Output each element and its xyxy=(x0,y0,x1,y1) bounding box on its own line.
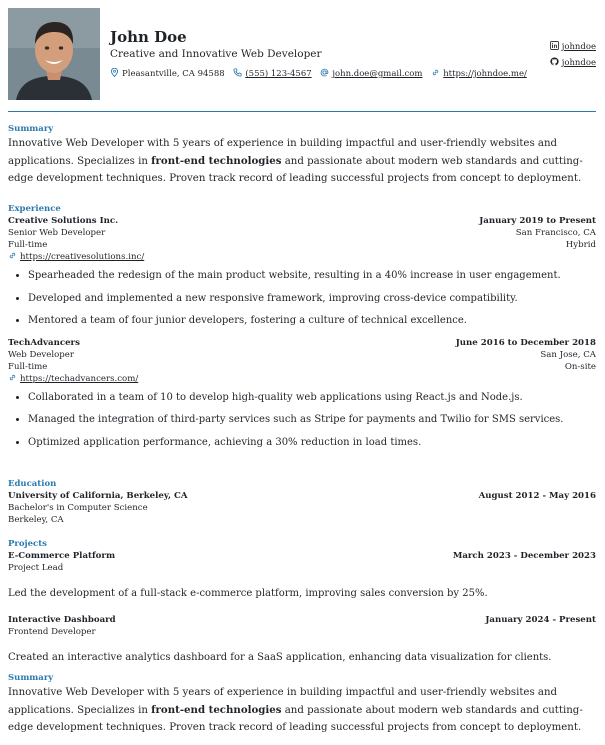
summary-text xyxy=(8,135,596,188)
github-row xyxy=(550,56,596,72)
project-entry xyxy=(8,550,596,600)
social-links xyxy=(550,40,596,72)
list-item: • Managed the integration of third-party services such as Stripe for payments and Twilio for SMS services. xyxy=(28,413,596,426)
contact-phone xyxy=(233,69,314,79)
linkedin-icon xyxy=(550,41,559,56)
job-type: Full-time xyxy=(8,240,48,250)
github-link[interactable]: johndoe xyxy=(561,58,596,68)
projects-section xyxy=(8,538,596,664)
job-role: Web Developer xyxy=(8,349,74,360)
candidate-name: John Doe xyxy=(110,28,187,46)
summary-section-repeat xyxy=(8,672,596,737)
job-location: San Jose, CA xyxy=(540,349,596,360)
job-mode: Hybrid xyxy=(565,240,596,250)
education-dates: August 2012 - May 2016 xyxy=(478,491,596,501)
contact-line xyxy=(110,68,533,81)
job-bullets xyxy=(8,391,596,449)
github-icon xyxy=(550,57,559,72)
link-icon xyxy=(8,251,17,265)
map-pin-icon xyxy=(110,68,119,81)
summary-text-part: and passionate about modern web standards and cutting-edge development techniques. Proven track record of leading successful projects from concept to deployment. xyxy=(8,704,583,733)
contact-location xyxy=(110,69,227,79)
project-entry xyxy=(8,614,596,664)
summary-section xyxy=(8,123,596,188)
linkedin-link[interactable]: johndoe xyxy=(561,42,596,52)
degree: Bachelor's in Computer Science xyxy=(8,503,148,513)
job-entry xyxy=(8,337,596,449)
job-location: San Francisco, CA xyxy=(515,228,596,238)
job-role: Senior Web Developer xyxy=(8,228,106,238)
profile-photo xyxy=(8,8,100,100)
education-location: Berkeley, CA xyxy=(8,515,64,525)
linkedin-row xyxy=(550,40,596,56)
list-item: • Spearheaded the redesign of the main product website, resulting in a 40% increase in user engagement. xyxy=(28,269,596,282)
job-dates: January 2019 to Present xyxy=(479,216,596,226)
section-heading: Projects xyxy=(8,539,47,549)
contact-website xyxy=(431,69,527,79)
header-divider xyxy=(8,111,596,112)
job-mode: On-site xyxy=(564,361,596,372)
link-icon xyxy=(8,373,17,387)
section-heading: Experience xyxy=(8,204,61,214)
phone-link[interactable]: (555) 123-4567 xyxy=(245,69,312,79)
job-url-row xyxy=(8,251,596,265)
location-text: Pleasantville, CA 94588 xyxy=(122,69,225,79)
project-dates: March 2023 - December 2023 xyxy=(452,551,596,561)
job-url[interactable]: https://techadvancers.com/ xyxy=(20,373,139,384)
job-bullets xyxy=(8,269,596,327)
candidate-title: Creative and Innovative Web Developer xyxy=(110,48,322,60)
email-link[interactable]: john.doe@gmail.com xyxy=(332,69,423,79)
project-name: E-Commerce Platform xyxy=(8,551,116,561)
job-url[interactable]: https://creativesolutions.inc/ xyxy=(20,252,145,262)
list-item: • Optimized application performance, achieving a 30% reduction in load times. xyxy=(28,436,596,449)
website-link[interactable]: https://johndoe.me/ xyxy=(443,69,527,79)
job-url-row xyxy=(8,373,596,387)
summary-highlight: front-end technologies xyxy=(151,154,282,167)
experience-section xyxy=(8,203,596,458)
project-name: Interactive Dashboard xyxy=(8,615,116,625)
phone-icon xyxy=(233,68,242,81)
job-entry xyxy=(8,215,596,327)
list-item: • Mentored a team of four junior developers, fostering a culture of technical excellence. xyxy=(28,314,596,327)
project-role: Frontend Developer xyxy=(8,627,96,637)
job-company: Creative Solutions Inc. xyxy=(8,216,119,226)
summary-text-part: Innovative Web Developer with 5 years of experience in building impactful and user-friendly websites and applications. Specializes in xyxy=(8,687,558,716)
job-type: Full-time xyxy=(8,361,48,372)
section-heading: Summary xyxy=(8,124,54,134)
summary-highlight: front-end technologies xyxy=(151,703,282,716)
school-name: University of California, Berkeley, CA xyxy=(8,491,188,501)
summary-text-part: and passionate about modern web standards and cutting-edge development techniques. Proven track record of leading successful projects from concept to deployment. xyxy=(8,155,583,184)
list-item: • Collaborated in a team of 10 to develop high-quality web applications using React.js and Node.js. xyxy=(28,391,596,404)
contact-email xyxy=(320,69,425,79)
education-section xyxy=(8,478,596,526)
link-icon xyxy=(431,68,440,81)
section-heading: Education xyxy=(8,479,57,489)
at-sign-icon xyxy=(320,68,329,81)
project-description: Led the development of a full-stack e-commerce platform, improving sales conversion by 25%. xyxy=(8,588,488,599)
resume-header xyxy=(8,8,596,100)
project-description: Created an interactive analytics dashboard for a SaaS application, enhancing data visualization for clients. xyxy=(8,652,552,663)
project-dates: January 2024 - Present xyxy=(485,615,596,625)
list-item: • Developed and implemented a new responsive framework, improving cross-device compatibility. xyxy=(28,292,596,305)
job-company: TechAdvancers xyxy=(8,337,80,348)
summary-text-part: Innovative Web Developer with 5 years of experience in building impactful and user-friendly websites and applications. Specializes in xyxy=(8,138,558,167)
project-role: Project Lead xyxy=(8,563,64,573)
summary-text xyxy=(8,684,596,737)
section-heading: Summary xyxy=(8,673,54,683)
job-dates: June 2016 to December 2018 xyxy=(455,337,596,348)
